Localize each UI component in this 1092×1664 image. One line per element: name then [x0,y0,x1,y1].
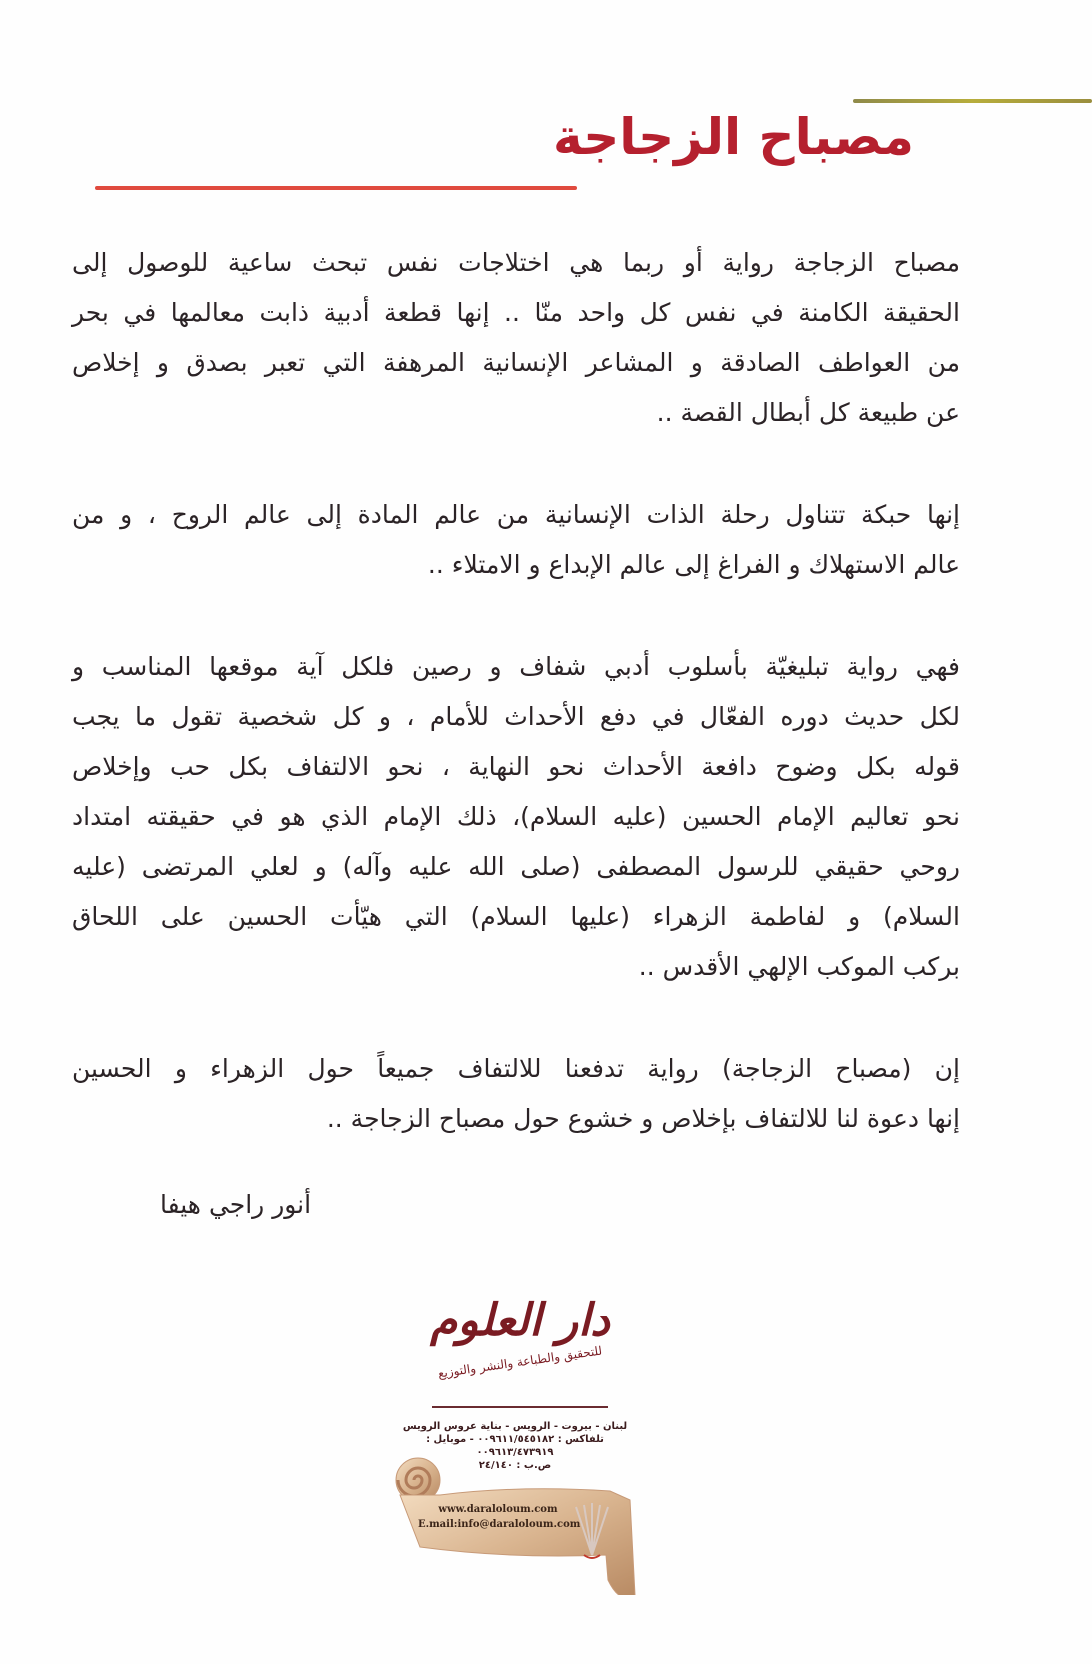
gold-rule [853,99,1092,103]
text-line: من العواطف الصادقة و المشاعر الإنسانية المرهفة التي تعبر بصدق و إخلاص [72,348,960,377]
text-line: إنها حبكة تتناول رحلة الذات الإنسانية من عالم المادة إلى عالم الروح ، و من [72,500,960,529]
text-line: فهي رواية تبليغيّة بأسلوب أدبي شفاف و رصين فلكل آية موقعها المناسب و [72,652,960,681]
text-line: إن (مصباح الزجاجة) رواية تدفعنا للالتفاف جميعاً حول الزهراء و الحسين [72,1054,960,1083]
text-line: إنها دعوة لنا للالتفاف بإخلاص و خشوع حول مصباح الزجاجة .. [326,1104,960,1133]
text-line: عن طبيعة كل أبطال القصة .. [656,398,960,427]
publisher-phone: تلفاكس : ٠٠٩٦١١/٥٤٥١٨٢ - موبايل : ٠٠٩٦١٣/٤٧٣٩١٩ [426,1434,604,1458]
text-line: بركب الموكب الإلهي الأقدس .. [638,952,960,981]
publisher-contacts [418,1502,581,1532]
publisher-address: لبنان - بيروت - الرويس - بناية عروس الرويس [402,1421,628,1432]
publisher-website[interactable]: www.daraloloum.com [438,1504,558,1515]
text-line: مصباح الزجاجة رواية أو ربما هي اختلاجات نفس تبحث ساعية للوصول إلى [72,248,960,277]
red-rule [95,186,577,190]
publisher-block [380,1290,660,1540]
paragraph-2 [72,490,960,590]
page-title: مصباح الزجاجة [552,108,914,166]
text-line: روحي حقيقي للرسول المصطفى (صلى الله عليه وآله) و لعلي المرتضى (عليه [72,852,960,881]
paragraph-4 [72,1044,960,1144]
text-line: لكل حديث دوره الفعّال في دفع الأحداث للأمام ، و كل شخصية تقول ما يجب [72,702,960,731]
author-signature: أنور راجي هيفا [160,1190,312,1219]
publisher-po-box: ص.ب : ٢٤/١٤٠ [478,1460,552,1471]
text-line: نحو تعاليم الإمام الحسين (عليه السلام)، ذلك الإمام الذي هو في حقيقته امتداد [72,802,960,831]
text-line: قوله بكل وضوح دافعة الأحداث نحو النهاية ، نحو الالتفاف بكل حب وإخلاص [72,752,960,781]
text-line: عالم الاستهلاك و الفراغ إلى عالم الإبداع و الامتلاء .. [427,550,960,579]
publisher-logo-name: دار العلوم [430,1295,610,1346]
paragraph-1 [72,238,960,438]
publisher-logo-tagline: للتحقيق والطباعة والنشر والتوزيع [437,1343,603,1381]
publisher-email[interactable]: E.mail:info@daraloloum.com [418,1519,581,1530]
text-line: الحقيقة الكامنة في نفس كل واحد منّا .. إنها قطعة أدبية ذابت معالمها في بحر [72,298,960,327]
paragraph-3 [72,642,960,992]
publisher-logo [420,1290,620,1400]
text-line: السلام) و لفاطمة الزهراء (عليها السلام) التي هيّأت الحسين على اللحاق [72,902,960,931]
body-text [72,238,960,1196]
publisher-rule [432,1406,608,1408]
